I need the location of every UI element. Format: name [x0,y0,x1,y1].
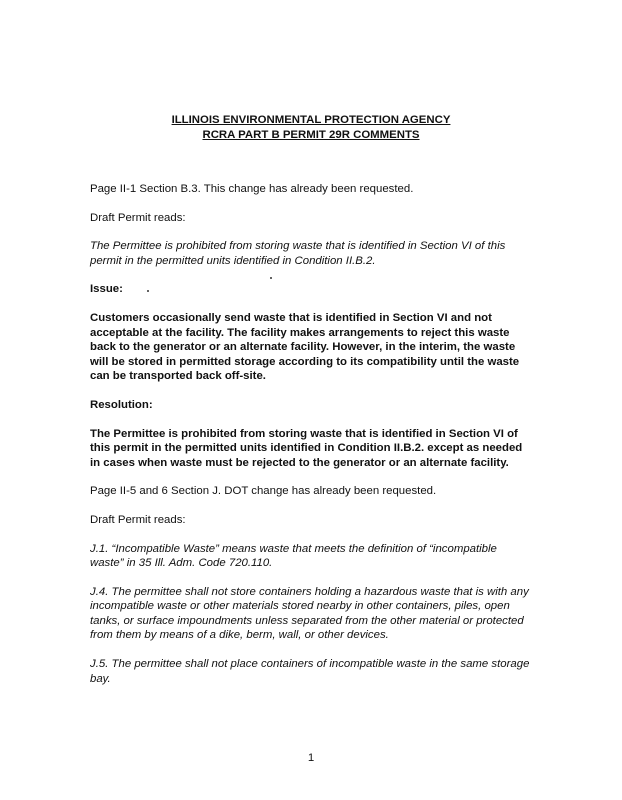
section-j-note: Page II-5 and 6 Section J. DOT change has already been requested. [90,485,437,498]
section-b3-note: Page II-1 Section B.3. This change has already been requested. [90,183,414,195]
condition-j1: J.1. “Incompatible Waste” means waste that meets the definition of “incompatible waste” in 35 Ill. Adm. Code 720.110. [90,542,497,570]
draft-permit-reads-label: Draft Permit reads: [90,211,186,224]
page-number: 1 [307,752,315,764]
resolution-paragraph: The Permittee is prohibited from storing waste that is identified in Section VI of this permit in the permitted units identified in Condition II.B.2. except as needed in cases when waste must be rejected to the generator or an alternate facility. [90,427,523,469]
issue-paragraph: Customers occasionally send waste that is identified in Section VI and not acceptable at the facility. The facility makes arrangements to reject this waste back to the generator or an alternate facility. However, in the interim, the waste will be stored in permitted storage according to its compatibility until the waste can be transported back off-site. [90,311,520,383]
condition-j5: J.5. The permittee shall not place containers of incompatible waste in the same storage bay. [90,658,530,685]
document-header [0,113,622,143]
scan-speck [147,290,149,292]
agency-title: ILLINOIS ENVIRONMENTAL PROTECTION AGENCY [171,114,451,126]
draft-permit-reads-label-2: Draft Permit reads: [90,513,186,526]
issue-heading: Issue: [90,283,123,296]
document-title: RCRA PART B PERMIT 29R COMMENTS [202,129,420,141]
document-body [90,182,530,700]
resolution-heading: Resolution: [90,398,153,411]
scan-speck [270,277,272,279]
condition-j4: J.4. The permittee shall not store containers holding a hazardous waste that is with any incompatible waste or other materials stored nearby in other containers, piles, open tanks, or surface impoundments unless separated from the other material or protected from them by means of a dike, berm, wall, or other devices. [90,585,529,642]
draft-permit-quote: The Permittee is prohibited from storing waste that is identified in Section VI of this permit in the permitted units identified in Condition II.B.2. [90,240,506,267]
